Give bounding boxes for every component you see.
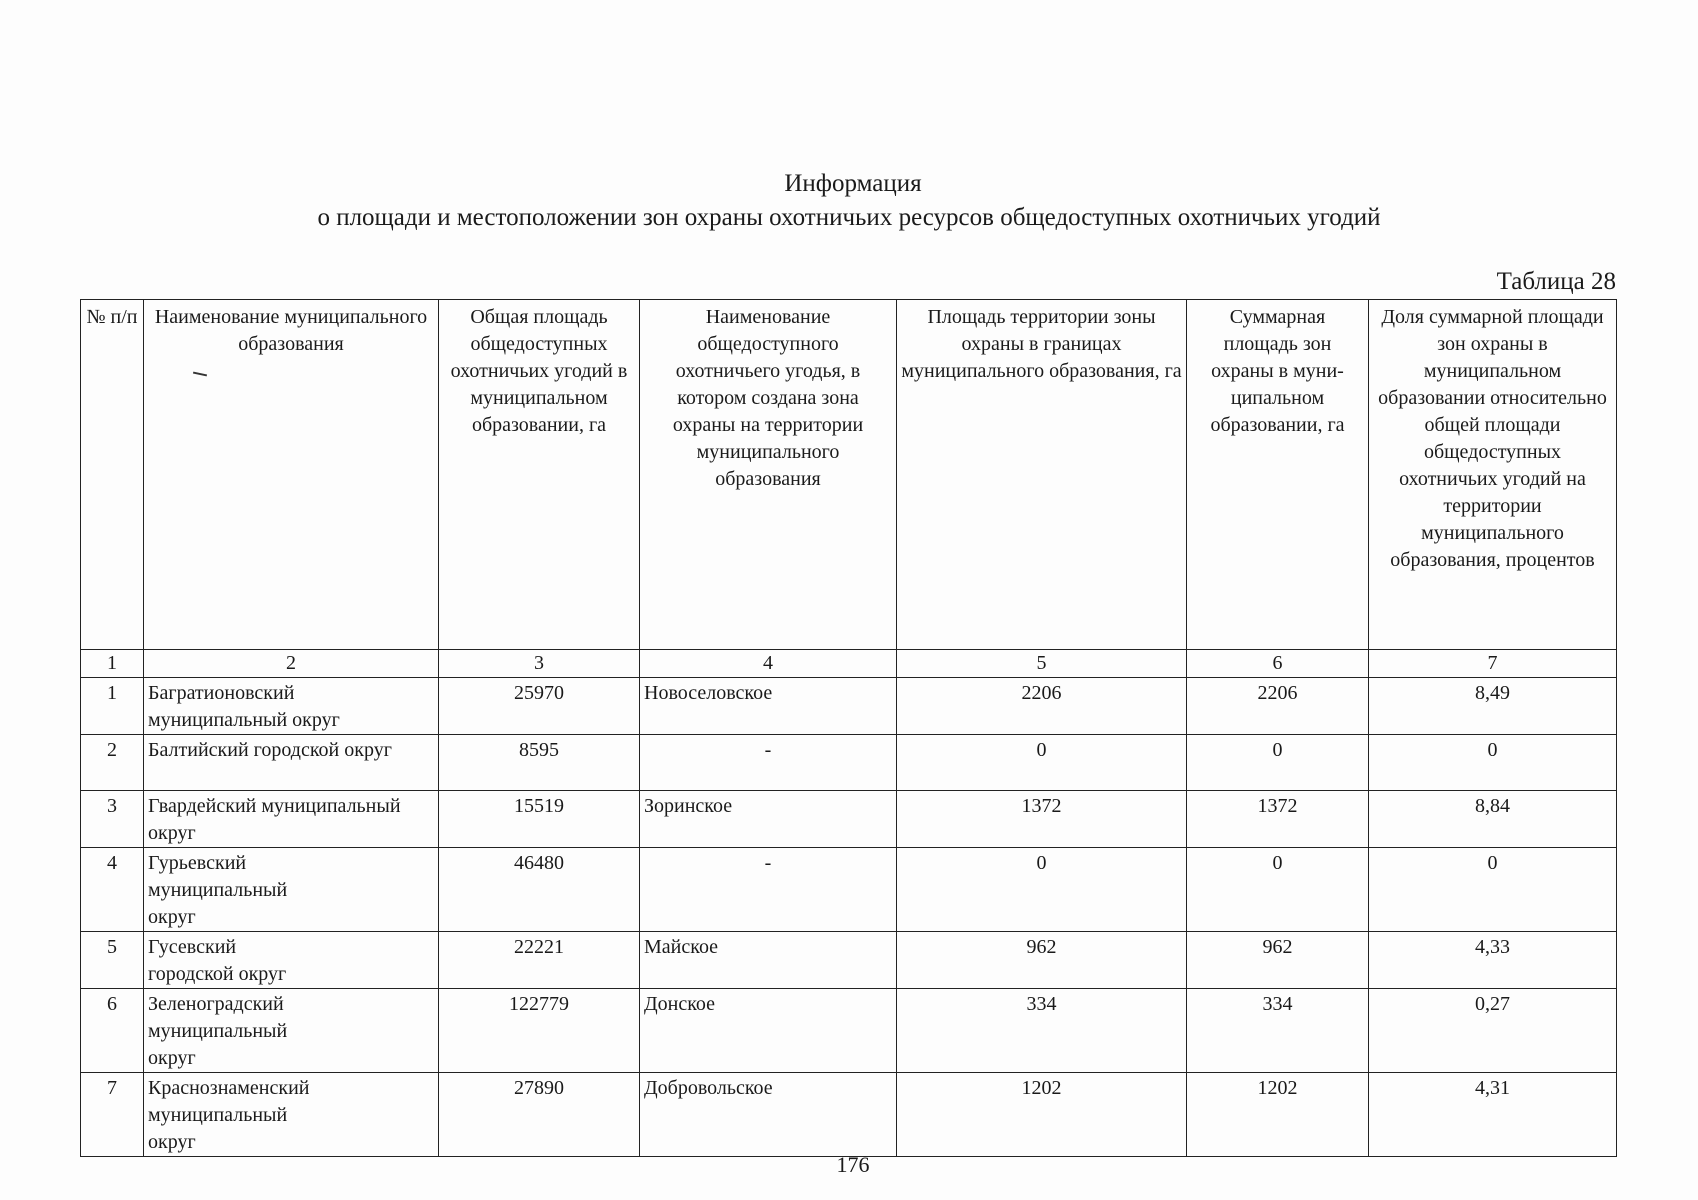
- row-municipality: Балтийский городской округ: [144, 735, 439, 791]
- column-number-cell: 4: [640, 650, 897, 678]
- row-total-area: 8595: [439, 735, 640, 791]
- row-share: 8,84: [1369, 791, 1617, 848]
- row-share: 0: [1369, 848, 1617, 932]
- document-subtitle: о площади и местоположении зон охраны охотничьих ресурсов общедоступных охотничьих угодий: [317, 204, 1381, 231]
- table-row: [81, 735, 1617, 791]
- row-sum-area: 1202: [1187, 1073, 1369, 1157]
- table-caption: Таблица 28: [1496, 268, 1616, 295]
- row-zone-area: 962: [897, 932, 1187, 989]
- table-row: [81, 1073, 1617, 1157]
- header-cell-zone-area: Площадь территории зоны охраны в границах муниципального образования, га: [897, 300, 1187, 650]
- header-cell-num: № п/п: [81, 300, 144, 650]
- row-zone-area: 0: [897, 735, 1187, 791]
- row-num: 6: [81, 989, 144, 1073]
- header-cell-municipality: Наименование муниципального образования: [144, 300, 439, 650]
- column-number-cell: 6: [1187, 650, 1369, 678]
- table-row: [81, 989, 1617, 1073]
- column-number-cell: 3: [439, 650, 640, 678]
- header-cell-hunting-land: Наименование общедоступного охотничьего угодья, в котором создана зона охраны на территории муниципального образования: [640, 300, 897, 650]
- row-total-area: 22221: [439, 932, 640, 989]
- column-number-cell: 2: [144, 650, 439, 678]
- row-sum-area: 2206: [1187, 678, 1369, 735]
- header-cell-total-area: Общая площадь общедоступных охотничьих угодий в муниципальном образовании, га: [439, 300, 640, 650]
- row-num: 1: [81, 678, 144, 735]
- column-number-row: [81, 650, 1617, 678]
- table-header-row: [81, 300, 1617, 650]
- page-number: 176: [836, 1152, 870, 1177]
- row-sum-area: 334: [1187, 989, 1369, 1073]
- row-share: 0,27: [1369, 989, 1617, 1073]
- row-zone-area: 1202: [897, 1073, 1187, 1157]
- row-total-area: 25970: [439, 678, 640, 735]
- table-row: [81, 848, 1617, 932]
- row-municipality: Багратионовский муниципальный округ: [144, 678, 439, 735]
- row-hunting-land: Зоринское: [640, 791, 897, 848]
- row-share: 8,49: [1369, 678, 1617, 735]
- row-hunting-land: Донское: [640, 989, 897, 1073]
- header-cell-sum-area: Суммарная площадь зон охраны в муни-ципальном образовании, га: [1187, 300, 1369, 650]
- row-hunting-land: Майское: [640, 932, 897, 989]
- row-total-area: 46480: [439, 848, 640, 932]
- row-municipality: Гусевский городской округ: [144, 932, 439, 989]
- column-number-cell: 7: [1369, 650, 1617, 678]
- row-zone-area: 2206: [897, 678, 1187, 735]
- row-share: 4,31: [1369, 1073, 1617, 1157]
- row-num: 4: [81, 848, 144, 932]
- row-num: 2: [81, 735, 144, 791]
- table-row: [81, 932, 1617, 989]
- table-row: [81, 678, 1617, 735]
- row-zone-area: 1372: [897, 791, 1187, 848]
- column-number-cell: 1: [81, 650, 144, 678]
- row-num: 7: [81, 1073, 144, 1157]
- row-total-area: 15519: [439, 791, 640, 848]
- row-sum-area: 962: [1187, 932, 1369, 989]
- table-row: [81, 791, 1617, 848]
- row-municipality: Зеленоградский муниципальный округ: [144, 989, 439, 1073]
- hunting-zones-table: [80, 299, 1617, 1157]
- row-sum-area: 0: [1187, 735, 1369, 791]
- row-num: 3: [81, 791, 144, 848]
- row-total-area: 122779: [439, 989, 640, 1073]
- document-title: Информация: [784, 170, 922, 197]
- row-zone-area: 0: [897, 848, 1187, 932]
- row-share: 0: [1369, 735, 1617, 791]
- row-share: 4,33: [1369, 932, 1617, 989]
- column-number-cell: 5: [897, 650, 1187, 678]
- row-municipality: Гурьевский муниципальный округ: [144, 848, 439, 932]
- row-sum-area: 1372: [1187, 791, 1369, 848]
- row-total-area: 27890: [439, 1073, 640, 1157]
- row-hunting-land: Добровольское: [640, 1073, 897, 1157]
- row-hunting-land: -: [640, 735, 897, 791]
- row-hunting-land: Новоселовское: [640, 678, 897, 735]
- row-municipality: Гвардейский муниципальный округ: [144, 791, 439, 848]
- header-cell-share: Доля суммарной площади зон охраны в муниципальном образовании относительно общей площади общедоступных охотничьих угодий на территории муниципального образования, процентов: [1369, 300, 1617, 650]
- row-num: 5: [81, 932, 144, 989]
- row-hunting-land: -: [640, 848, 897, 932]
- row-sum-area: 0: [1187, 848, 1369, 932]
- row-municipality: Краснознаменский муниципальный округ: [144, 1073, 439, 1157]
- row-zone-area: 334: [897, 989, 1187, 1073]
